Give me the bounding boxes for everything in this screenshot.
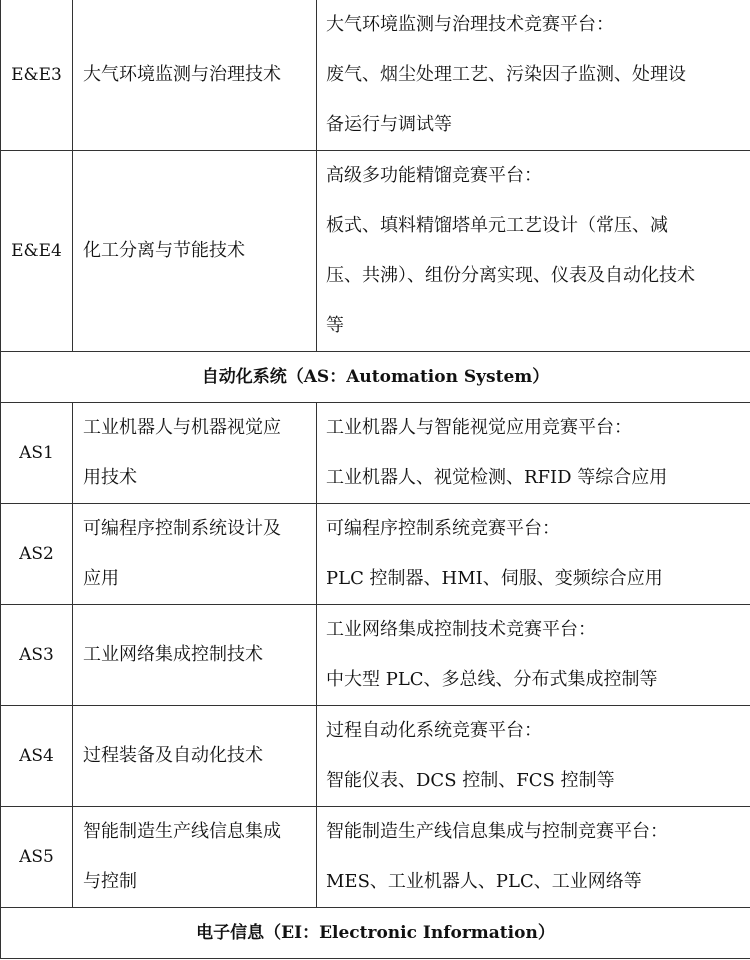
item-name-line: 应用 — [83, 568, 119, 589]
item-detail-line: MES、工业机器人、PLC、工业网络等 — [326, 871, 642, 892]
item-detail-line: 工业机器人与智能视觉应用竞赛平台： — [326, 417, 632, 438]
item-name-line: 过程装备及自动化技术 — [83, 745, 263, 766]
item-name — [73, 807, 317, 908]
item-name — [73, 504, 317, 605]
table-row — [1, 151, 750, 352]
item-detail — [317, 605, 750, 706]
section-title: 自动化系统（AS：Automation System） — [1, 352, 750, 403]
table-row — [1, 504, 750, 605]
item-detail-line: 等 — [326, 315, 344, 336]
item-name — [73, 403, 317, 504]
item-name-line: 与控制 — [83, 871, 137, 892]
item-detail-line: 中大型 PLC、多总线、分布式集成控制等 — [326, 669, 658, 690]
item-detail — [317, 151, 750, 352]
item-code: AS3 — [1, 605, 73, 706]
item-name-line: 工业机器人与机器视觉应 — [83, 417, 281, 438]
table-body — [1, 0, 750, 959]
item-detail-line: 智能制造生产线信息集成与控制竞赛平台： — [326, 821, 668, 842]
item-name — [73, 151, 317, 352]
item-detail-line: 工业机器人、视觉检测、RFID 等综合应用 — [326, 467, 668, 488]
item-name-line: 智能制造生产线信息集成 — [83, 821, 281, 842]
item-name — [73, 706, 317, 807]
item-code: AS2 — [1, 504, 73, 605]
item-detail — [317, 0, 750, 151]
item-name-line: 工业网络集成控制技术 — [83, 644, 263, 665]
item-detail — [317, 706, 750, 807]
item-code: E&E4 — [1, 151, 73, 352]
item-detail — [317, 504, 750, 605]
item-name-line: 大气环境监测与治理技术 — [83, 64, 281, 85]
item-detail-line: 可编程序控制系统竞赛平台： — [326, 518, 560, 539]
table-row — [1, 807, 750, 908]
item-name — [73, 0, 317, 151]
item-detail-line: 压、共沸）、组份分离实现、仪表及自动化技术 — [326, 265, 695, 286]
item-detail-line: 备运行与调试等 — [326, 114, 452, 135]
item-name — [73, 605, 317, 706]
item-detail — [317, 403, 750, 504]
item-code: AS1 — [1, 403, 73, 504]
item-detail-line: 板式、填料精馏塔单元工艺设计（常压、减 — [326, 215, 668, 236]
section-title: 电子信息（EI：Electronic Information） — [1, 908, 750, 959]
item-detail-line: PLC 控制器、HMI、伺服、变频综合应用 — [326, 568, 663, 589]
item-detail-line: 废气、烟尘处理工艺、污染因子监测、处理设 — [326, 64, 686, 85]
table-row — [1, 706, 750, 807]
table-row — [1, 605, 750, 706]
item-detail-line: 工业网络集成控制技术竞赛平台： — [326, 619, 596, 640]
item-code: AS4 — [1, 706, 73, 807]
item-detail — [317, 807, 750, 908]
item-name-line: 可编程序控制系统设计及 — [83, 518, 281, 539]
item-detail-line: 智能仪表、DCS 控制、FCS 控制等 — [326, 770, 615, 791]
item-detail-line: 过程自动化系统竞赛平台： — [326, 720, 542, 741]
item-name-line: 用技术 — [83, 467, 137, 488]
item-name-line: 化工分离与节能技术 — [83, 240, 245, 261]
item-code: AS5 — [1, 807, 73, 908]
item-detail-line: 大气环境监测与治理技术竞赛平台： — [326, 14, 614, 35]
table-row — [1, 0, 750, 151]
section-header-row — [1, 352, 750, 403]
section-header-row — [1, 908, 750, 959]
item-code: E&E3 — [1, 0, 73, 151]
item-detail-line: 高级多功能精馏竞赛平台： — [326, 165, 542, 186]
table-row — [1, 403, 750, 504]
